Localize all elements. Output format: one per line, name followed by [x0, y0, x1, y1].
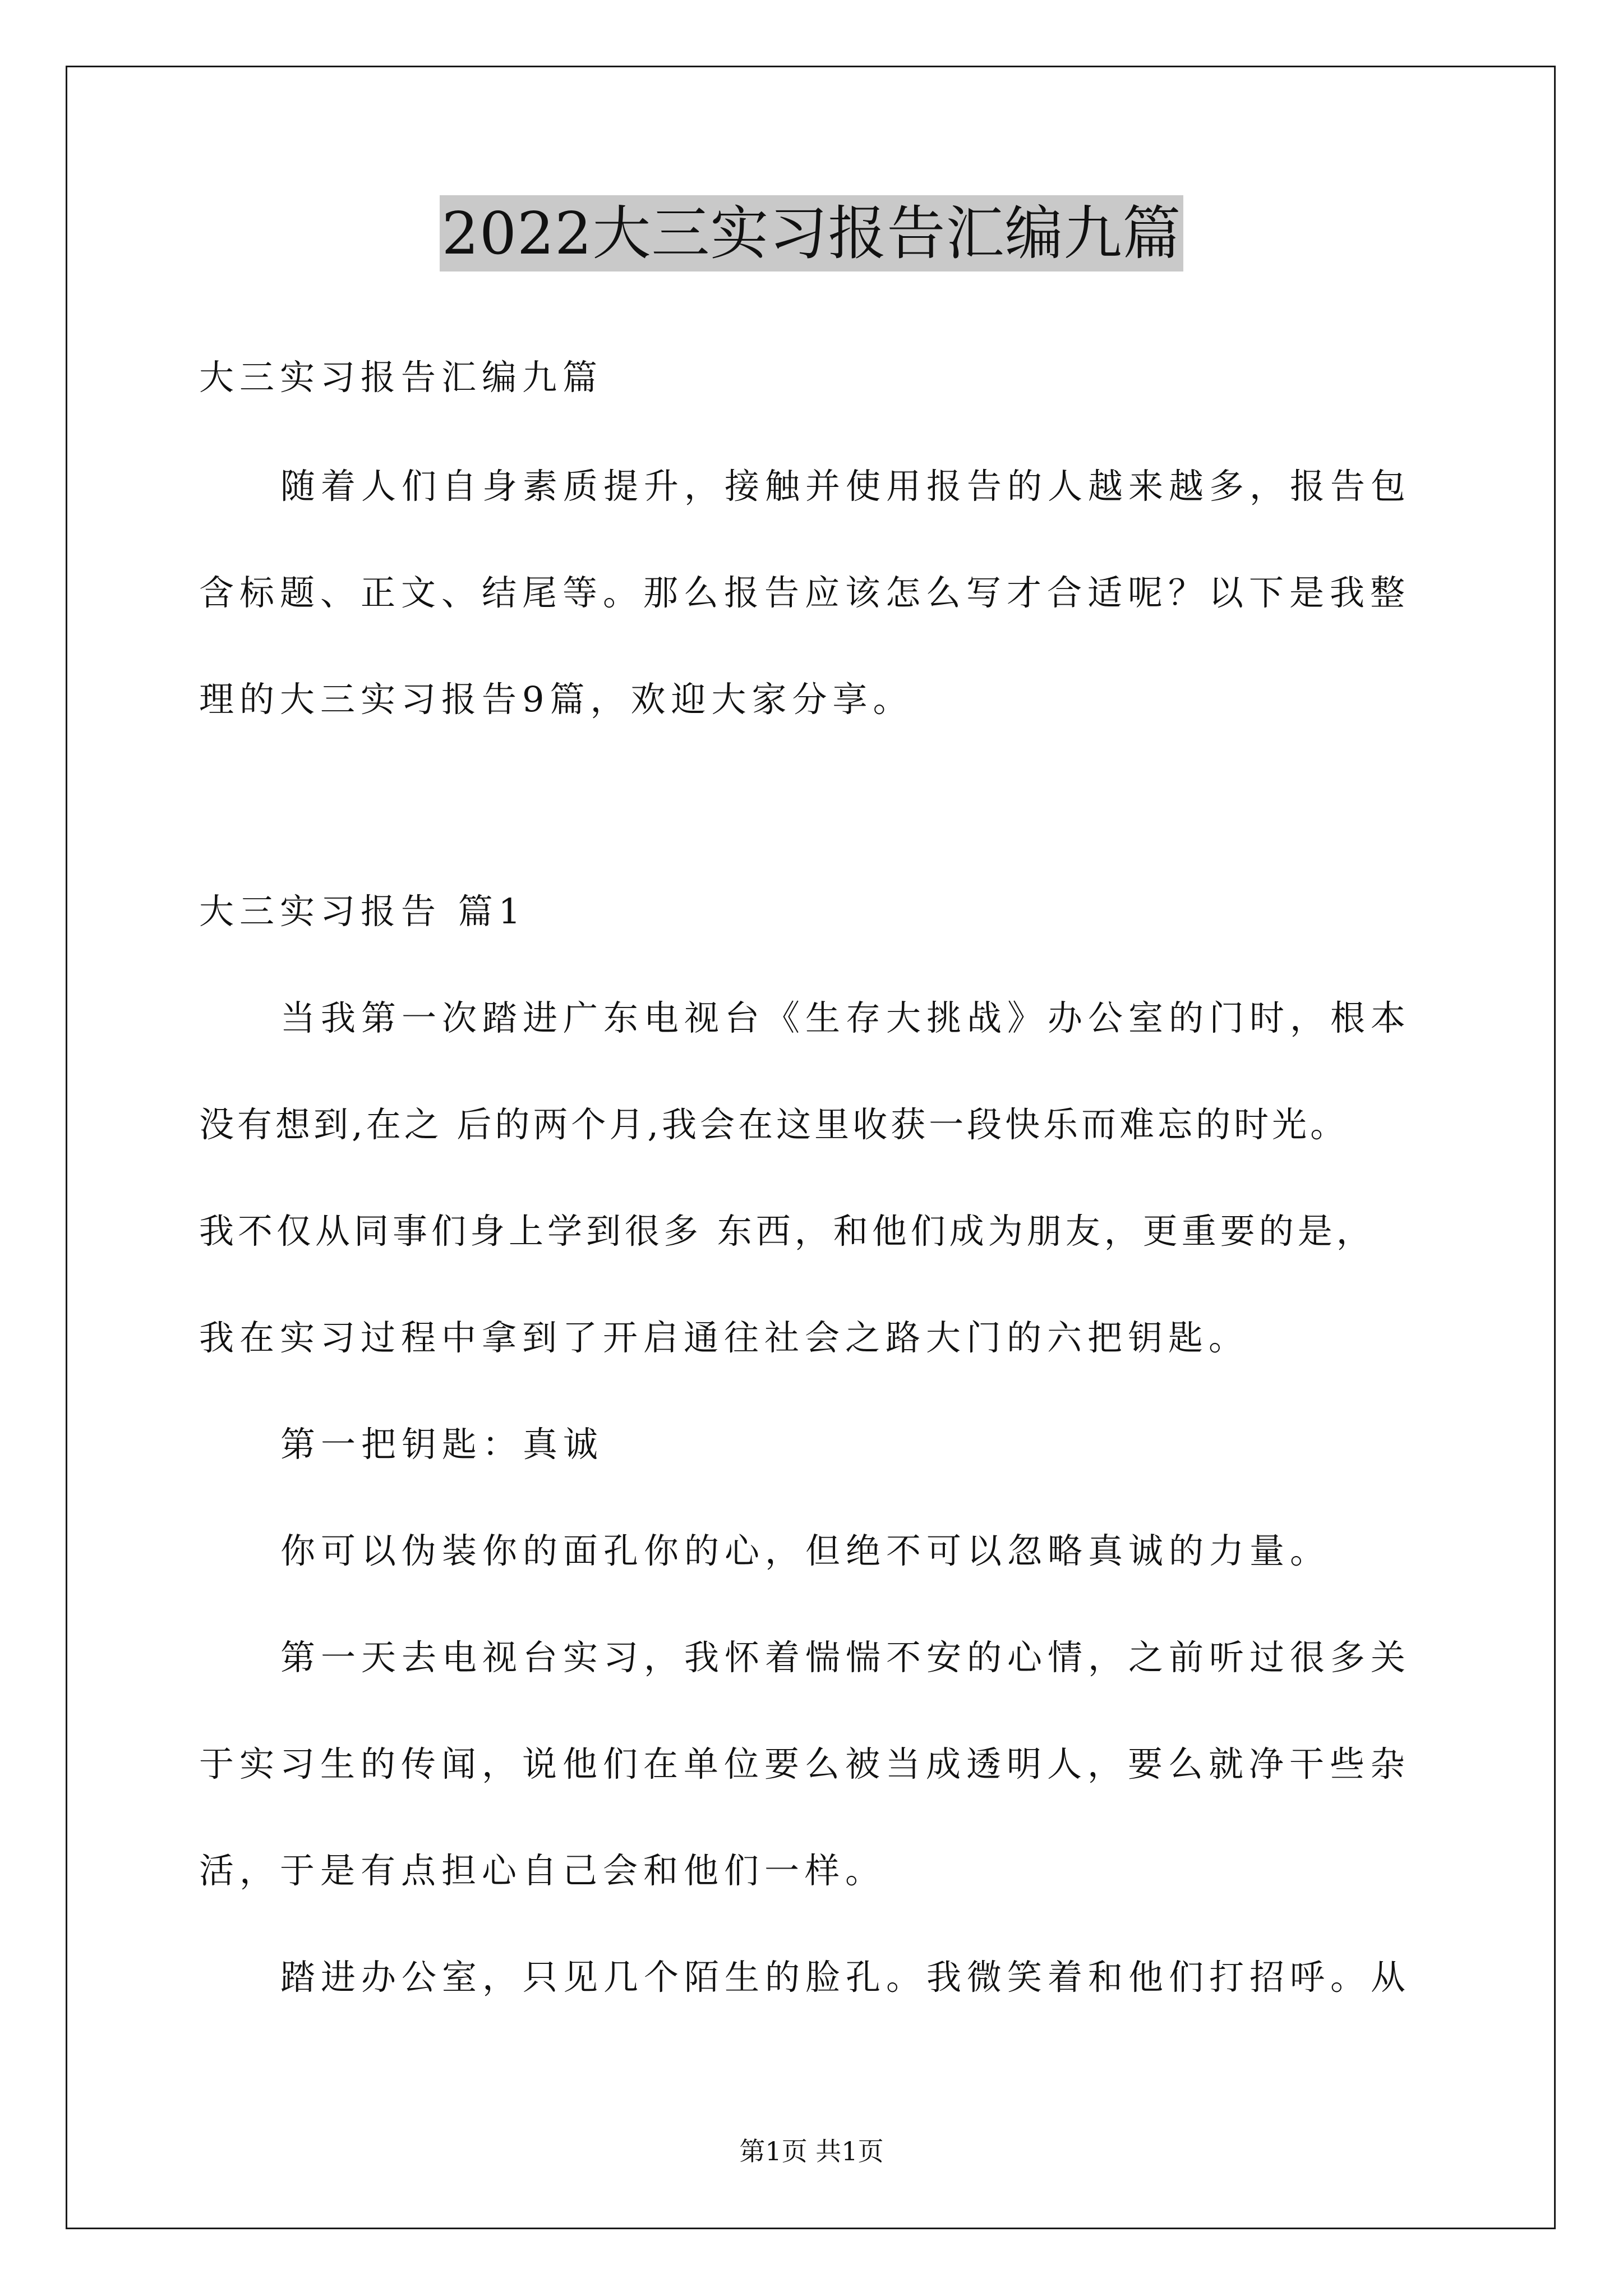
paragraph-line: 我在实习过程中拿到了开启通往社会之路大门的六把钥匙。 [199, 1317, 1249, 1358]
paragraph-line: 第一天去电视台实习，我怀着惴惴不安的心情，之前听过很多关 [280, 1637, 1412, 1678]
paragraph-line: 含标题、正文、结尾等。那么报告应该怎么写才合适呢？以下是我整 [199, 572, 1411, 613]
title-container [0, 195, 1623, 272]
paragraph-line: 我不仅从同事们身上学到很多 东西，和他们成为朋友，更重要的是， [199, 1211, 1375, 1251]
paragraph-line: 于实习生的传闻，说他们在单位要么被当成透明人，要么就净干些杂 [199, 1743, 1411, 1784]
section-heading: 大三实习报告 篇1 [199, 891, 527, 932]
paragraph-line: 踏进办公室，只见几个陌生的脸孔。我微笑着和他们打招呼。从 [280, 1957, 1412, 1998]
paragraph-line: 理的大三实习报告9篇，欢迎大家分享。 [199, 679, 914, 720]
page-footer: 第1页 共1页 [739, 2136, 884, 2166]
subtitle-line: 大三实习报告汇编九篇 [199, 357, 603, 398]
key-heading: 第一把钥匙：真诚 [280, 1424, 604, 1465]
paragraph-line: 当我第一次踏进广东电视台《生存大挑战》办公室的门时，根本 [280, 997, 1412, 1038]
paragraph-line: 活，于是有点担心自己会和他们一样。 [199, 1850, 886, 1891]
paragraph-line: 随着人们自身素质提升，接触并使用报告的人越来越多，报告包 [280, 466, 1412, 507]
paragraph-line: 你可以伪装你的面孔你的心，但绝不可以忽略真诚的力量。 [280, 1530, 1331, 1571]
document-title: 2022大三实习报告汇编九篇 [440, 195, 1184, 272]
paragraph-line: 没有想到,在之 后的两个月,我会在这里收获一段快乐而难忘的时光。 [199, 1104, 1349, 1145]
